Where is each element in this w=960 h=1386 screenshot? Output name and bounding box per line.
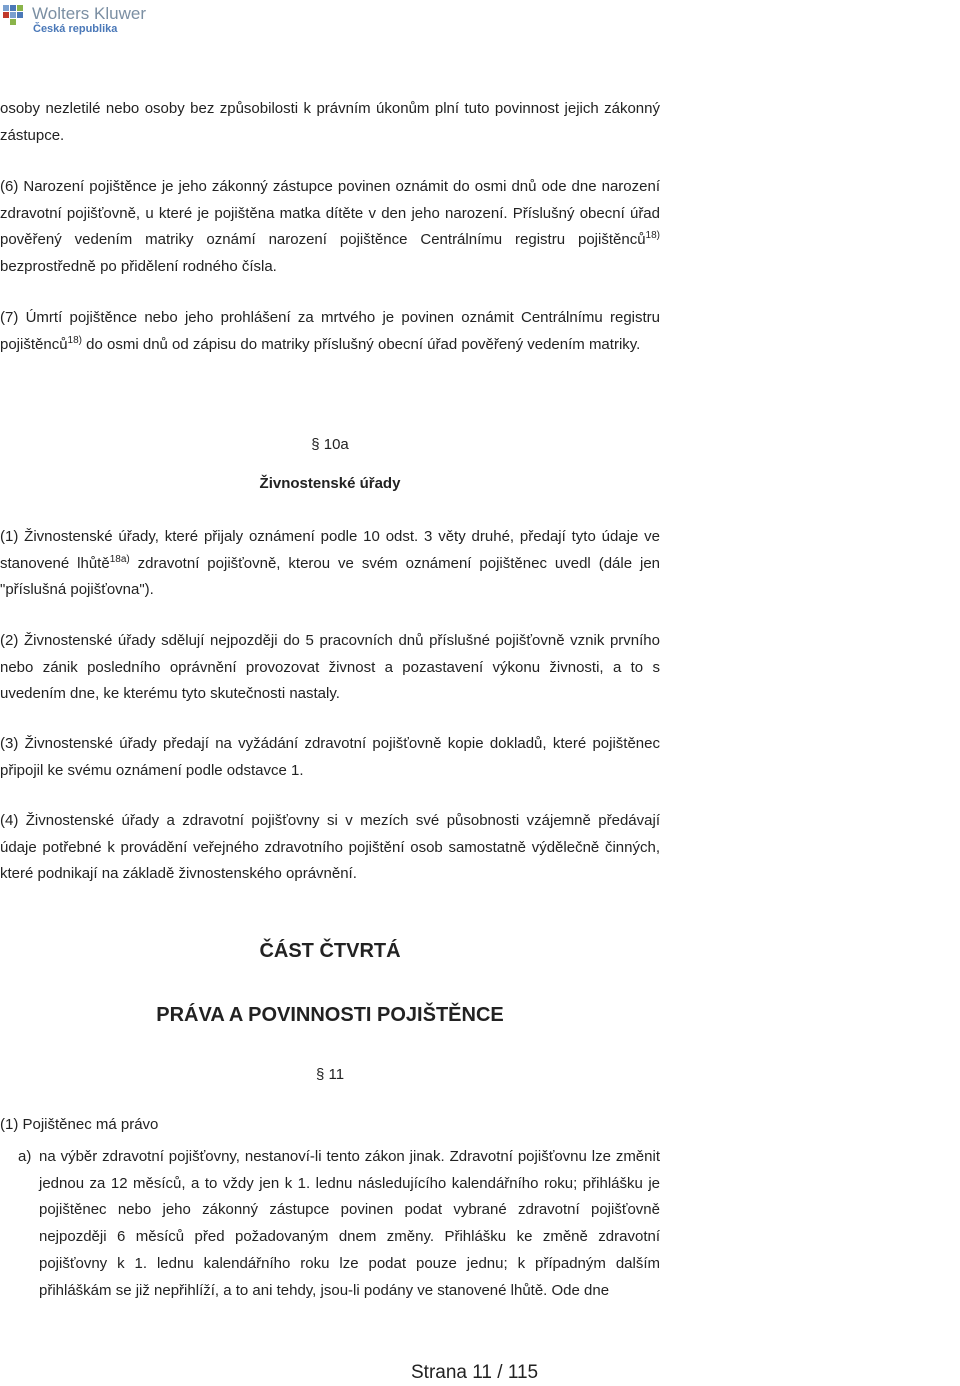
section-10a-heading: § 10a xyxy=(311,436,349,453)
paragraph-6-text-end: bezprostředně po přidělení rodného čísla. xyxy=(0,258,277,276)
part-heading: ČÁST ČTVRTÁ xyxy=(259,940,401,962)
list-item xyxy=(18,1144,660,1304)
footnote-ref: 18) xyxy=(645,230,660,242)
section-10a-title: Živnostenské úřady xyxy=(259,475,401,492)
list-item-text: na výběr zdravotní pojišťovny, nestanoví-li tento zákon jinak. Zdravotní pojišťovnu lze změnit jednou za 12 měsíců, a to vždy jen k 1. lednu následujícího kalendářního roku; přihlášku je pojištěnec nebo jeho zákonný zástupce povinen podat vybrané zdravotní pojišťovně nejpozději 6 měsíců před požadovaným dnem změny. Přihlášku ke změně zdravotní pojišťovny k 1. lednu kalendářního roku lze podat pouze jednu; k případným dalším přihláškám se již nepřihlíží, a to ani tehdy, jsou-li podány ve stanovené lhůtě. Ode dne xyxy=(39,1148,660,1299)
paragraph-intro: osoby nezletilé nebo osoby bez způsobilosti k právním úkonům plní tuto povinnost jejich zákonný zástupce. xyxy=(0,100,660,144)
footnote-ref: 18a) xyxy=(109,553,130,565)
page-number: Strana 11 / 115 xyxy=(411,1362,539,1383)
publisher-logo xyxy=(2,2,202,38)
paragraph-6 xyxy=(0,174,660,281)
wolters-kluwer-logo-icon xyxy=(2,4,26,28)
paragraph-10a-3: (3) Živnostenské úřady předají na vyžádání zdravotní pojišťovně kopie dokladů, které pojištěnec připojil ke svému oznámení podle odstavce 1. xyxy=(0,735,660,779)
part-title: PRÁVA A POVINNOSTI POJIŠTĚNCE xyxy=(156,1004,504,1026)
paragraph-7 xyxy=(0,305,660,358)
paragraph-11-1: (1) Pojištěnec má právo xyxy=(0,1116,159,1133)
paragraph-10a-1-text: (1) Živnostenské úřady, které přijaly oznámení podle 10 odst. 3 věty druhé, předají tyto údaje ve stanovené lhůtě xyxy=(0,528,660,572)
section-11-heading: § 11 xyxy=(315,1066,345,1083)
list-item-label: a) xyxy=(18,1148,32,1165)
brand-name: Wolters Kluwer xyxy=(32,4,146,23)
paragraph-10a-1-text-end: zdravotní pojišťovně, kterou ve svém oznámení pojištěnec uvedl (dále jen "příslušná pojišťovna"). xyxy=(0,554,661,599)
paragraph-7-text: (7) Úmrtí pojištěnce nebo jeho prohlášení za mrtvého je povinen oznámit Centrálnímu registru pojištěnců xyxy=(0,309,660,353)
brand-subtitle: Česká republika xyxy=(33,23,118,35)
paragraph-7-text-end: do osmi dnů od zápisu do matriky příslušný obecní úřad pověřený vedením matriky. xyxy=(82,335,641,353)
paragraph-10a-1 xyxy=(0,524,660,604)
paragraph-10a-2: (2) Živnostenské úřady sdělují nejpozději do 5 pracovních dnů příslušné pojišťovně vznik prvního nebo zánik posledního oprávnění provozovat živnost a pozastavení výkonu živnosti, a to s uvedením dne, ke kterému tyto skutečnosti nastaly. xyxy=(0,632,660,703)
paragraph-10a-4: (4) Živnostenské úřady a zdravotní pojišťovny si v mezích své působnosti vzájemně předávají údaje potřebné k provádění veřejného zdravotního pojištění osob samostatně výdělečně činných, které podnikají na základě živnostenského oprávnění. xyxy=(0,812,660,883)
paragraph-6-text: (6) Narození pojištěnce je jeho zákonný zástupce povinen oznámit do osmi dnů ode dne narození zdravotní pojišťovně, u které je pojištěna matka dítěte v den jeho narození. Příslušný obecní úřad pověřený vedením matriky oznámí narození pojištěnce Centrálnímu registru pojištěnců xyxy=(0,178,660,249)
footnote-ref: 18) xyxy=(67,334,82,346)
